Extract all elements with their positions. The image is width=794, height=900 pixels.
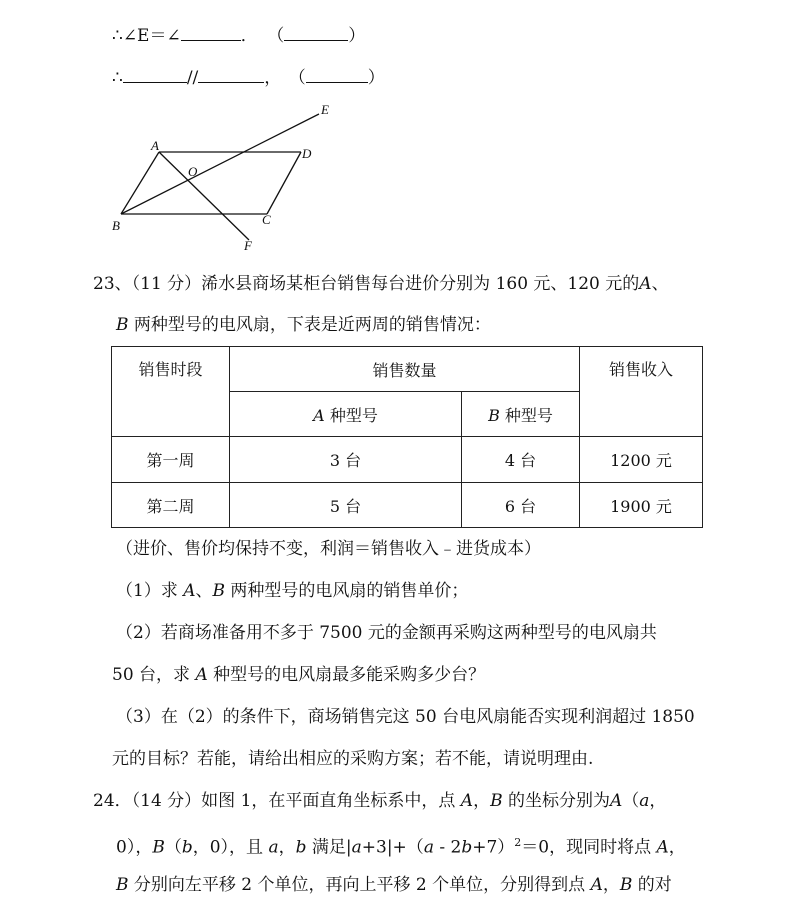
- point-label-C: C: [262, 212, 271, 227]
- q23-part-1: （1）求 A、B 两种型号的电风扇的销售单价；: [116, 581, 469, 601]
- header-type-a: A 种型号: [230, 392, 462, 437]
- cell-b: 4 台: [462, 437, 580, 483]
- segment-AF: [159, 152, 249, 240]
- cell-income: 1200 元: [580, 437, 703, 483]
- proof-line-2: ∴ // ， （ ）: [112, 64, 385, 89]
- cell-b: 6 台: [462, 483, 580, 528]
- q23-line-2: B 两种型号的电风扇，下表是近两周的销售情况：: [116, 315, 491, 335]
- reason-blank[interactable]: [306, 64, 368, 83]
- answer-blank[interactable]: [123, 64, 187, 83]
- geometry-figure: [105, 100, 350, 255]
- segment-DC: [267, 152, 301, 214]
- q24-line-2: 0），B（b，0），且 a，b 满足$|a+3|+(a - 2b+7)^2=0$，现同时将点 A，: [116, 836, 686, 858]
- q23-part-3-line-2: 元的目标？若能，请给出相应的采购方案；若不能，请说明理由.: [112, 749, 594, 769]
- q23-part-2-line-2: 50 台，求 A 种型号的电风扇最多能采购多少台？: [112, 665, 486, 685]
- q23-number: 23、: [93, 274, 132, 294]
- point-label-D: D: [302, 146, 312, 161]
- table-row: [112, 437, 703, 483]
- table-row: [112, 483, 703, 528]
- q23-part-2-line-1: （2）若商场准备用不多于 7500 元的金额再采购这两种型号的电风扇共: [116, 623, 657, 643]
- cell-a: 5 台: [230, 483, 462, 528]
- cell-a: 3 台: [230, 437, 462, 483]
- point-label-O: O: [188, 164, 198, 179]
- proof-line-1: ∴∠E＝∠ ． （ ）: [112, 22, 365, 47]
- q24-line-1: 24．（14 分）如图 1，在平面直角坐标系中，点 A，B 的坐标分别为A（a，: [93, 791, 667, 811]
- header-quantity: 销售数量: [230, 347, 580, 392]
- header-income: 销售收入: [580, 347, 703, 437]
- point-label-B: B: [112, 218, 120, 233]
- q23-part-3-line-1: （3）在（2）的条件下，商场销售完这 50 台电风扇能否实现利润超过 1850: [116, 707, 695, 727]
- reason-blank[interactable]: [284, 22, 348, 41]
- cell-period: 第一周: [112, 437, 230, 483]
- q24-line-3: B 分别向左平移 2 个单位，再向上平移 2 个单位，分别得到点 A，B 的对: [116, 875, 672, 895]
- q23-line-1: 23、（11 分）浠水县商场某柜台销售每台进价分别为 160 元、120 元的A、: [93, 274, 669, 294]
- proof-line-1-prefix: ∴∠E＝∠: [112, 26, 181, 46]
- point-label-F: F: [244, 238, 252, 253]
- q23-note: （进价、售价均保持不变，利润＝销售收入﹣进货成本）: [116, 539, 541, 559]
- segment-BE: [121, 114, 319, 214]
- header-type-b: B 种型号: [462, 392, 580, 437]
- cell-income: 1900 元: [580, 483, 703, 528]
- answer-blank[interactable]: [181, 22, 241, 41]
- point-label-A: A: [151, 138, 159, 153]
- header-period: 销售时段: [112, 347, 230, 437]
- sales-table: [111, 346, 703, 528]
- answer-blank[interactable]: [198, 64, 264, 83]
- cell-period: 第二周: [112, 483, 230, 528]
- point-label-E: E: [321, 102, 329, 117]
